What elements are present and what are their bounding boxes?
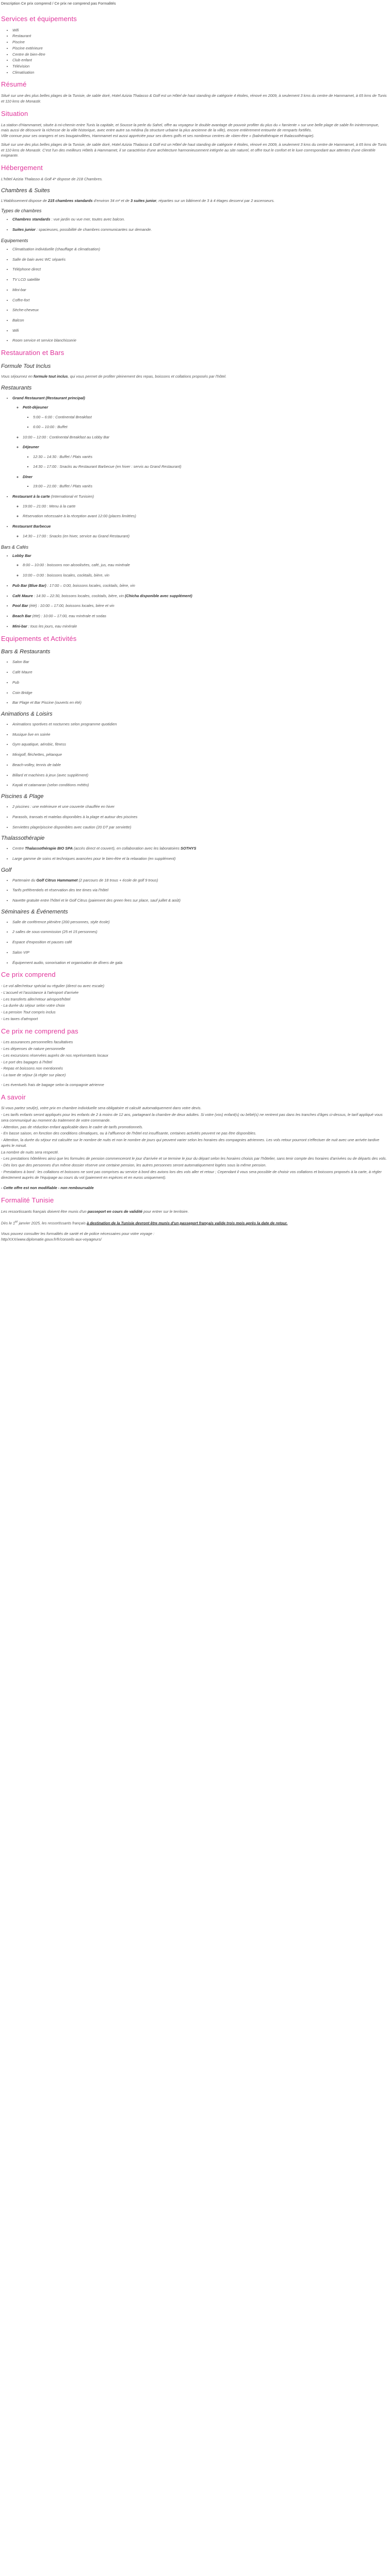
nested-list <box>23 454 388 469</box>
list-item <box>23 405 388 430</box>
list-item: - En basse saison, en fonction des conditions climatiques, ou à l'affluence de l'hôtel est insuffisante, certaines activités peuvent ne pas être disponibles. <box>1 1131 257 1136</box>
list-item: • Tarifs préférentiels et réservation des tee times via l'hôtel <box>12 888 388 893</box>
list-item: • Centre de bien-être <box>12 52 388 58</box>
text-span: Vous séjournez en <box>1 374 34 379</box>
list-item: • Salon Bar <box>12 659 388 665</box>
text-span: : spacieuses, possibilité de chambres communicantes sur demande. <box>35 227 152 232</box>
piscines-title: Piscines & Plage <box>1 793 44 800</box>
list-item: - Le port des bagages à l'hôtel <box>1 1059 53 1064</box>
list-item: - Prestations à bord : les collations et boissons ne sont pas comprises au service à bord des avions lors des vols aller et retour ; Cependant il vous sera possible de choisir vos collations et boissons proposés à la carte, à régler directement auprès de l'équipage au cours du vol (paiement en espèces et en euros uniquement). <box>1 1169 382 1180</box>
chambres-text <box>1 198 388 204</box>
text-span: , réparties sur un bâtiment de 3 à 4 étages desservi par 2 ascenseurs. <box>156 198 275 203</box>
bold-span: Golf Citrus Hammamet <box>36 877 78 883</box>
situation-line: mais aussi de découvrir la richesse de la ville historique, avec entre autre sa médina (la structure urbaine la plus ancienne de la ville), encore entièrement entourée de remparts fortifiés. <box>1 128 312 133</box>
list-item: • Club enfant <box>12 58 388 63</box>
text-span: d'environ 34 m² et de <box>92 198 131 203</box>
bold-span: Beach Bar <box>12 614 31 619</box>
bars-restaurants-list <box>1 659 388 706</box>
list-item <box>12 603 388 609</box>
equipements-list <box>1 247 388 344</box>
list-item: • Balcon <box>12 318 388 324</box>
restaurants-title: Restaurants <box>1 384 32 391</box>
nested-list <box>12 534 388 539</box>
formalite-link[interactable]: http/XXX/www.diplomatie.gouv.fr/fr/conseils-aux-voyageurs/ <box>1 1236 102 1242</box>
comprend-list <box>1 984 388 1022</box>
ne-comprend-title: Ce prix ne comprend pas <box>1 1027 78 1035</box>
text-span: (été) : 10:00 – 17:00, eau minérale et sodas <box>31 614 107 619</box>
hebergement-title: Hébergement <box>1 164 43 172</box>
list-item: • Coin Bridge <box>12 690 388 696</box>
types-title: Types de chambres <box>1 208 42 214</box>
bold-span: (Chicha disponible avec supplément) <box>125 593 192 598</box>
list-item: - L'accueil et l'assistance à l'aéroport d'arrivée <box>1 990 79 995</box>
text-span: : 17:00 – 0:00, boissons locales, cocktails, bière, vin <box>46 583 135 588</box>
list-item: ▪ 12:30 – 14:30 : Buffet / Plats variés <box>33 454 388 460</box>
a-savoir-title: A savoir <box>1 1093 26 1101</box>
seminaires-title: Séminaires & Événements <box>1 908 68 915</box>
list-item: • Café Maure <box>12 670 388 675</box>
text-span: Les ressortissants français doivent être munis d'un <box>1 1209 88 1214</box>
list-item: • Kayak et catamaran (selon conditions météo) <box>12 783 388 788</box>
list-item: ▪ 6:00 – 10:00 : Buffet <box>33 425 388 430</box>
chambres-title: Chambres & Suites <box>1 187 50 194</box>
formalite-text-2 <box>1 1220 388 1226</box>
text-span: Centre <box>12 846 25 851</box>
text-span: pour entrer sur le territoire. <box>142 1209 189 1214</box>
list-item <box>12 217 388 223</box>
text-span: : tous les jours, eau minérale <box>27 623 77 629</box>
situation-paragraph-2: Situé sur une des plus belles plages de la Tunisie, de sable doré, Hotel Azizia Thalasso & Golf est un Hôtel de haut standing de catégorie 4 étoiles, rénové en 2009, à seulement 3 kms du centre de Hammamet, à 65 kms de Tunis et 110 kms de Monastir. C'est l'un des meilleurs Hôtels à Hammamet, il se caractérise d'une architecture harmonieusement intégrée au site naturel, et offre tout le confort et le luxe correspondant aux attentes d'une clientèle exigeante. <box>1 142 387 158</box>
animations-title: Animations & Loisirs <box>1 711 53 718</box>
list-item: - Les taxes d'aéroport <box>1 1016 38 1021</box>
list-item: • Room service et service blanchisserie <box>12 338 388 344</box>
bold-span: 215 chambres standards <box>47 198 93 203</box>
bars-cafes-list <box>1 553 388 630</box>
list-item: - La taxe de séjour (à régler sur place) <box>1 1073 66 1078</box>
thalasso-title: Thalassothérapie <box>1 835 45 842</box>
list-item: • Climatisation individuelle (chauffage & climatisation) <box>12 247 388 252</box>
list-item: • Télévision <box>12 64 388 70</box>
list-item: • Téléphone direct <box>12 267 388 273</box>
golf-title: Golf <box>1 867 12 873</box>
golf-list <box>1 878 388 904</box>
list-item: • Sèche-cheveux <box>12 308 388 313</box>
formule-title: Formule Tout Inclus <box>1 363 51 370</box>
list-item <box>12 594 388 599</box>
bold-span: Mini-bar <box>12 623 27 629</box>
text-span: Partenaire du <box>12 877 37 883</box>
resume-text: Situé sur une des plus belles plages de la Tunisie, de sable doré, Hotel Azizia Thalasso & Golf est un Hôtel de haut standing de catégorie 4 étoiles, rénové en 2009, à seulement 3 kms du centre de Hammamet, à 65 kms de Tunis et 110 kms de Monastir. <box>1 93 387 104</box>
list-item: ▪ 5:00 – 6:00 : Continental Breakfast <box>33 415 388 420</box>
thalasso-list <box>1 846 388 861</box>
restaurants-list <box>1 396 388 539</box>
bold-span: Grand Restaurant (Restaurant principal) <box>12 395 85 400</box>
text-span: , qui vous permet de profiter pleinement des repas, boissons et collations proposés par l'hôtel. <box>68 374 227 379</box>
list-item: • Restaurant <box>12 33 388 39</box>
list-item: ◦ 8:00 – 10:00 : boissons non alcoolisées, café, jus, eau minérale <box>23 563 388 568</box>
text-span: (2 parcours de 18 trous + école de golf 9 trous) <box>77 877 158 883</box>
text-span: janvier 2025, les ressortissants français <box>18 1221 87 1226</box>
list-item: • Parasols, transats et matelas disponibles à la plage et autour des piscines <box>12 815 388 820</box>
text-span: : 14:30 – 22:30, boissons locales, cocktails, bière, vin <box>32 593 125 598</box>
list-item: • Wifi <box>12 328 388 334</box>
list-item: • Équipement audio, sonorisation et organisation de dîners de gala <box>12 960 388 966</box>
situation-line: La station d'Hammamet, située à mi-chemin entre Tunis la capitale, et Sousse la perle du Sahel, offre au voyageur le double avantage de pouvoir profiter du plus du « farniente » sur une belle plage de sable fin ininterrompue, <box>1 122 379 127</box>
services-title: Services et équipements <box>1 14 77 23</box>
bold-span: 3 suites junior <box>130 198 157 203</box>
list-item: - Les tarifs enfants seront appliqués pour les enfants de 2 à moins de 12 ans, partageant la chambre de deux adultes. Si votre (vos) enfant(s) ou bébé(s) ne rentrent pas dans les tranches d'âges ci-dessus, le tarif appliqué vous sera communiqué au moment du traitement de votre commande. <box>1 1112 383 1123</box>
list-item <box>12 624 388 630</box>
list-item: ▪ 14:30 – 17:00 : Snacks au Restaurant Barbecue (en hiver : servis au Grand Restaurant) <box>33 464 388 470</box>
list-item <box>23 445 388 469</box>
list-item <box>12 396 388 489</box>
top-description-line: Description Ce prix comprend / Ce prix ne comprend pas Formalités <box>1 1 116 6</box>
list-item: - La durée du séjour selon votre choix <box>1 1003 65 1008</box>
bold-span: Thalassothérapie BIO SPA <box>25 846 73 851</box>
list-item <box>12 583 388 589</box>
formalite-text-3: Vous pouvez consulter les formalités de santé et de police nécessaires pour votre voyage : <box>1 1231 155 1236</box>
list-item <box>12 614 388 619</box>
nested-list <box>23 415 388 430</box>
text-span: L'établissement dispose de <box>1 198 48 203</box>
list-item: - La pension Tout compris inclus <box>1 1010 56 1015</box>
list-item: • Billard et machines à jeux (avec supplément) <box>12 773 388 778</box>
page <box>0 0 389 1256</box>
list-item: • Wifi <box>12 28 388 33</box>
list-item: • Beach-volley, tennis de table <box>12 762 388 768</box>
text-span: (été) : 10:00 – 17:00, boissons locales, bière et vin <box>28 603 115 608</box>
list-item <box>12 227 388 233</box>
list-item: • Coffre-fort <box>12 298 388 303</box>
a-savoir-intro: Si vous partez seul(e), votre prix en chambre individuelle sera obligatoire et calculé automatiquement dans votre devis. <box>1 1106 202 1111</box>
text-span: (International et Tunisien) <box>50 494 94 499</box>
hebergement-text: L'hôtel Azizia Thalasso & Golf 4* dispose de 218 Chambres. <box>1 176 103 181</box>
situation-title: Situation <box>1 109 28 117</box>
list-item: - Les excursions réservées auprès de nos représentants locaux <box>1 1053 108 1058</box>
list-item: ◦ 19:00 – 21:00 : Menu à la carte <box>23 504 388 510</box>
animations-list <box>1 722 388 788</box>
list-item: • Pub <box>12 680 388 686</box>
list-item: • 2 piscines : une extérieure et une couverte chauffée en hiver <box>12 804 388 810</box>
bold-span: passeport en cours de validité <box>87 1209 143 1214</box>
bars-cafes-title: Bars & Cafés <box>1 544 29 550</box>
list-item: ◦ 14:30 – 17:00 : Snacks (en hiver, service au Grand Restaurant) <box>23 534 388 539</box>
list-item: La nombre de nuits sera respecté. <box>1 1149 59 1155</box>
formalite-text-1 <box>1 1209 388 1215</box>
bold-underlined-span: à destination de la Tunisie devront être munis d'un passeport français valide trois mois après la date de retour. <box>87 1221 288 1226</box>
text-span: Dès le 1 <box>1 1221 15 1226</box>
comprend-title: Ce prix comprend <box>1 971 56 979</box>
restauration-title: Restauration et Bars <box>1 349 64 357</box>
list-item: ▪ 19:00 – 21:00 : Buffet / Plats variés <box>33 484 388 489</box>
bold-span: Dîner <box>23 474 32 479</box>
list-item: • Piscine <box>12 40 388 45</box>
bold-span: Lobby Bar <box>12 553 31 558</box>
seminaires-list <box>1 920 388 966</box>
bold-span: Pool Bar <box>12 603 28 608</box>
list-item: • Salle de conférence plénière (200 personnes, style école) <box>12 920 388 925</box>
piscines-list <box>1 804 388 830</box>
list-item: - Les prestations hôtelières ainsi que les formules de pension commenceront le jour d'arrivée et se termine le jour du départ selon les horaires choisis par l'hôtelier, sans tenir compte des horaires d'arrivées ou de départs des vols. <box>1 1156 387 1161</box>
bold-span: - Cette offre est non modifiable - non remboursable <box>1 1185 94 1191</box>
list-item: • Large gamme de soins et techniques avancées pour le bien-être et la relaxation (en supplément) <box>12 856 388 862</box>
equipements-title: Equipements <box>1 238 28 243</box>
list-item: • Serviettes plage/piscine disponibles avec caution (20 DT par serviette) <box>12 825 388 831</box>
nested-list <box>12 405 388 489</box>
list-item: • TV LCD satellite <box>12 277 388 283</box>
list-item: - Le vol aller/retour spécial ou régulier (direct ou avec escale) <box>1 984 105 989</box>
superscript: er <box>15 1219 18 1224</box>
list-item: - Attention, pas de réduction enfant applicable dans le cadre de tarifs promotionnels. <box>1 1124 143 1129</box>
list-item: - Repas et boissons non mentionnés <box>1 1066 63 1071</box>
ne-comprend-list <box>1 1040 388 1078</box>
list-item: • Mini-bar <box>12 287 388 293</box>
list-item <box>12 494 388 519</box>
list-item: - Attention, la durée du séjour est calculée sur le nombre de nuits et non le nombre de jours qui peuvent varier selon les horaires des compagnies aériennes. Les vols retour pourront s'effectuer de nuit avec une arrivée tardive après le minuit. <box>1 1138 380 1148</box>
bold-span: Chambres standards <box>12 217 51 222</box>
bold-span: Suites junior <box>12 227 36 232</box>
list-item: • Salle de bain avec WC séparés <box>12 257 388 263</box>
a-savoir-list <box>1 1112 388 1180</box>
list-item: • Gym aquatique, aérobic, fitness <box>12 742 388 748</box>
list-item <box>23 474 388 489</box>
list-item <box>12 846 388 852</box>
text-span: : vue jardin ou vue mer, toutes avec balcon. <box>50 217 125 222</box>
list-item: • Climatisation <box>12 70 388 76</box>
bold-span: formule tout inclus <box>34 374 68 379</box>
bold-span: Déjeuner <box>23 445 39 450</box>
list-item: ◦ 10:00 – 0:00 : boissons locales, cocktails, bière, vin <box>23 573 388 579</box>
situation-line: Ville connue pour ses orangers et ses bougainvillées, Hammamet est aussi appréciée pour ses divers golfs et ses nombreux centres de «bien-être » (balnéothérapie et thalassothérapie). <box>1 133 315 139</box>
list-item: • Bar Plage et Bar Piscine (ouverts en été) <box>12 700 388 706</box>
situation-paragraph <box>1 123 388 139</box>
services-list <box>1 28 388 76</box>
list-item: • Minigolf, fléchettes, pétanque <box>12 752 388 758</box>
bold-span: Restaurant à la carte <box>12 494 50 499</box>
list-item: • Espace d'exposition et pauses café <box>12 940 388 945</box>
types-list <box>1 217 388 232</box>
list-item: - Les dépenses de nature personnelle <box>1 1046 66 1052</box>
formule-text <box>1 374 388 380</box>
bold-span: SOTHYS <box>181 846 197 851</box>
nested-list <box>12 563 388 578</box>
list-item <box>12 553 388 579</box>
bars-restaurants-title: Bars & Restaurants <box>1 649 51 655</box>
nested-list <box>23 484 388 489</box>
text-span: (accès direct et couvert), en collaboration avec les laboratoires <box>72 846 181 851</box>
bold-span: Café Maure <box>12 593 33 598</box>
list-item: ◦ Réservation nécessaire à la réception avant 12:00 (places limitées) <box>23 514 388 519</box>
nested-list <box>12 504 388 519</box>
list-item: • Piscine extérieure <box>12 46 388 52</box>
list-item: • 2 salles de sous-commission (25 et 15 personnes) <box>12 929 388 935</box>
list-item: • Salon VIP <box>12 950 388 956</box>
list-item: • Musique live en soirée <box>12 732 388 738</box>
list-item: • Animations sportives et nocturnes selon programme quotidien <box>12 722 388 727</box>
bold-span: Petit-déjeuner <box>23 405 48 410</box>
formalite-title: Formalité Tunisie <box>1 1196 54 1205</box>
list-item: - Les transferts aller/retour aéroport/hôtel <box>1 996 71 1002</box>
resume-title: Résumé <box>1 80 27 89</box>
list-item: - Les assurances personnelles facultatives <box>1 1040 73 1045</box>
list-item <box>12 524 388 539</box>
list-item: - Dès lors que des personnes d'un même dossier réserve une certaine pension, les autres personnes seront automatiquement logées sous la même pension. <box>1 1163 267 1168</box>
bold-span: Pub Bar (Blue Bar) <box>12 583 46 588</box>
bold-span: Restaurant Barbecue <box>12 524 51 529</box>
activites-title: Equipements et Activités <box>1 634 77 642</box>
list-item <box>12 878 388 884</box>
ne-comprend-extra: - Les éventuels frais de bagage selon la compagnie aérienne <box>1 1082 104 1087</box>
list-item: • Navette gratuite entre l'hôtel et le Golf Citrus (paiement des green fees sur place, sauf juillet & août) <box>12 898 388 904</box>
list-item: ◦ 10:00 – 12:00 : Continental Breakfast au Lobby Bar <box>23 435 388 440</box>
a-savoir-note <box>1 1185 388 1191</box>
